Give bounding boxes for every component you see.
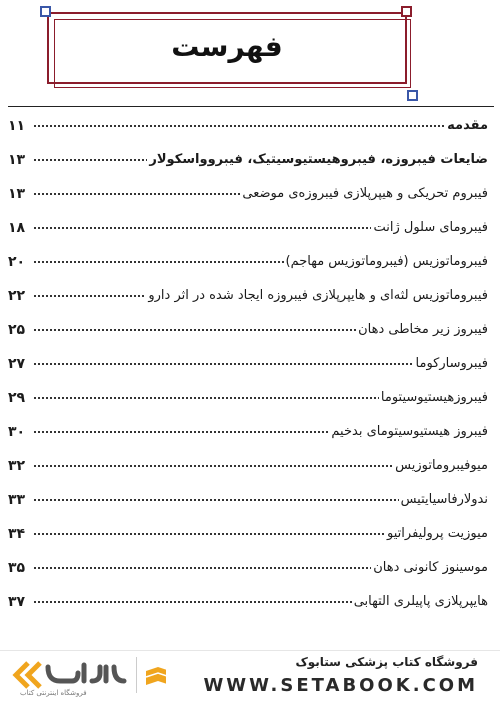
toc-entry-page: ۱۳: [8, 186, 26, 202]
toc-entry[interactable]: [0, 588, 500, 622]
toc-entry[interactable]: [0, 486, 500, 520]
toc-entry-page: ۱۳: [8, 152, 26, 168]
toc-entry[interactable]: [0, 554, 500, 588]
toc-entry[interactable]: [0, 384, 500, 418]
toc-entry-page: ۳۲: [8, 458, 26, 474]
frame-corner-square: [407, 90, 418, 101]
shop-name: فروشگاه کتاب پزشکی ستابوک: [295, 655, 478, 669]
toc-entry[interactable]: [0, 350, 500, 384]
toc-entry-title: فیبروزهیستیوسیتوما: [380, 390, 488, 405]
toc-entry-page: ۲۲: [8, 288, 26, 304]
toc-entry[interactable]: [0, 520, 500, 554]
toc-entry-page: ۱۱: [8, 118, 26, 134]
toc-entry-title: فیبروز زیر مخاطی دهان: [358, 322, 488, 337]
logo-subtitle: فروشگاه اینترنتی کتاب: [20, 689, 87, 697]
toc-entry[interactable]: [0, 316, 500, 350]
toc-entry-page: ۲۵: [8, 322, 26, 338]
toc-entry[interactable]: [0, 112, 500, 146]
toc-entry-title: موسینوز کانونی دهان: [373, 560, 488, 575]
toc-entry[interactable]: [0, 248, 500, 282]
toc-entry[interactable]: [0, 180, 500, 214]
toc-entry-page: ۱۸: [8, 220, 26, 236]
toc-entry-title: ضایعات فیبروزه، فیبروهیستیوسیتیک، فیبروواسکولار: [149, 152, 488, 167]
frame-corner-square: [40, 6, 51, 17]
store-logo[interactable]: [6, 655, 166, 697]
toc-entry-title: مقدمه: [447, 118, 488, 133]
toc-entry[interactable]: [0, 214, 500, 248]
toc-entry[interactable]: [0, 452, 500, 486]
toc-entry-page: ۲۰: [8, 254, 26, 270]
frame-corner-square: [401, 6, 412, 17]
toc-entry[interactable]: [0, 146, 500, 180]
toc-entry-page: ۳۰: [8, 424, 26, 440]
shop-url-link[interactable]: WWW.SETABOOK.COM: [203, 675, 478, 696]
toc-entry-title: فیبروم تحریکی و هیپرپلازی فیبروزه‌ی موضعی: [242, 186, 488, 201]
toc-entry-title: ندولارفاسیایتیس: [400, 492, 488, 507]
page-title: فهرست: [171, 30, 283, 63]
footer-divider: [136, 657, 137, 693]
toc-entry-title: هایپرپلازی پاپیلری التهابی: [353, 594, 488, 609]
toc-entry-title: فیبروماتوزیس لثه‌ای و هایپرپلازی فیبروزه ایجاد شده در اثر دارو: [148, 288, 488, 303]
toc-entry-title: فیبروسارکوما: [415, 356, 488, 371]
toc-entry-page: ۲۹: [8, 390, 26, 406]
toc-entry-title: میوزیت پرولیفراتیو: [387, 526, 488, 541]
toc-entry-page: ۳۷: [8, 594, 26, 610]
toc-entry-page: ۳۳: [8, 492, 26, 508]
toc-entry-title: فیبروز هیستیوسیتومای بدخیم: [331, 424, 488, 439]
toc-list: [0, 112, 500, 622]
toc-entry-page: ۳۵: [8, 560, 26, 576]
toc-entry-title: میوفیبروماتوزیس: [395, 458, 488, 473]
toc-entry[interactable]: [0, 418, 500, 452]
toc-entry-title: فیبروماتوزیس (فیبروماتوزیس مهاجم): [285, 254, 488, 269]
toc-entry-page: ۲۷: [8, 356, 26, 372]
divider: [8, 106, 494, 107]
toc-entry-page: ۳۴: [8, 526, 26, 542]
toc-entry[interactable]: [0, 282, 500, 316]
footer-banner: [0, 650, 500, 701]
dot-leader: [34, 125, 488, 127]
toc-entry-title: فیبرومای سلول ژانت: [373, 220, 488, 235]
